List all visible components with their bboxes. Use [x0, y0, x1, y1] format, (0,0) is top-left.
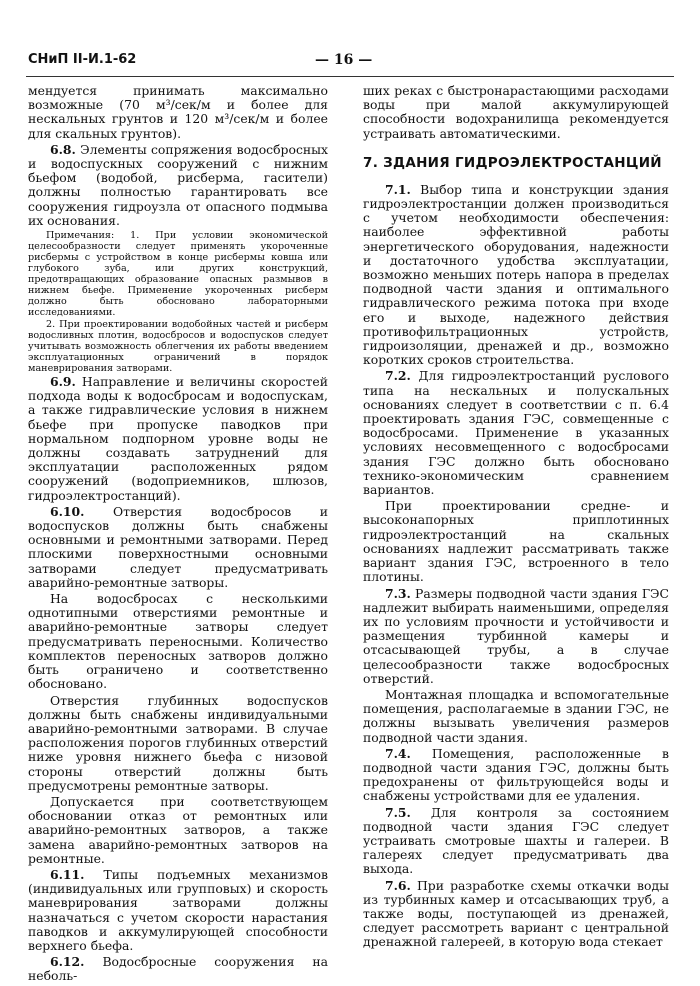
page-header — [28, 52, 668, 74]
paragraph-6-10: 6.10. Отверстия водосбросов и водоспусков должны быть снабжены основными и ремонтными затворами. Перед плоскими поверхностными основными затворами следует предусматривать аварийно-ремонтные затворы. — [28, 503, 328, 590]
right-column — [363, 84, 669, 952]
paragraph-continuation-right: ших реках с быстронарастающими расходами воды при малой аккумулирующей способности водохранилища рекомендуется устраивать автоматическими. — [363, 83, 669, 141]
paragraph-6-12: 6.12. Водосбросные сооружения на неболь- — [28, 954, 328, 984]
paragraph-6-10-b: На водосбросах с несколькими однотипными отверстиями ремонтные и аварийно-ремонтные затворы следует предусматривать переносными. Количество комплектов переносных затворов должно быть ограничено и соответственно обосновано. — [28, 591, 328, 692]
paragraph-7-2: 7.2. Для гидроэлектростанций руслового типа на нескальных и полускальных основаниях следует в соответствии с п. 6.4 проектировать здания ГЭС, совмещенные с водосбросами. Применение в указанных условиях несовмещенного с водосбросами здания ГЭС должно быть обосновано технико-экономическим сравнением вариантов. — [363, 368, 669, 498]
paragraph-7-3-b: Монтажная площадка и вспомогательные помещения, располагаемые в здании ГЭС, не должны вызывать увеличения размеров подводной части здания. — [363, 686, 669, 745]
note-2: 2. При проектировании водобойных частей и рисберм водосливных плотин, водосбросов и водоспусков следует учитывать возможность облегчения их работы введением эксплуатационных ограничений в порядок маневрирования затворами. — [28, 319, 328, 375]
paragraph-6-9: 6.9. Направление и величины скоростей подхода воды к водосбросам и водоспускам, а также гидравлические условия в нижнем бьефе при пропуске паводков при нормальном подпорном уровне воды не должны создавать затруднений для эксплуатации расположенных рядом сооружений (водоприемников, шлюзов, гидроэлектростанций). — [28, 374, 328, 503]
paragraph-7-5: 7.5. Для контроля за состоянием подводной части здания ГЭС следует устраивать смотровые шахты и галереи. В галереях следует предусматривать два выхода. — [363, 804, 669, 877]
paragraph-7-2-b: При проектировании средне- и высоконапорных приплотинных гидроэлектростанций на скальных основаниях надлежит рассматривать также вариант здания ГЭС, встроенного в тело плотины. — [363, 498, 669, 585]
paragraph-6-10-d: Допускается при соответствующем обосновании отказ от ремонтных или аварийно-ремонтных затворов, а также замена аварийно-ремонтных затворов на ремонтные. — [28, 793, 328, 866]
paragraph-6-11: 6.11. Типы подъемных механизмов (индивидуальных или групповых) и скорость маневрирования затворами должны назначаться с учетом скорости нарастания паводков и аккумулирующей способности верхнего бьефа. — [28, 866, 328, 953]
document-code: СНиП II-И.1-62 — [28, 52, 137, 67]
paragraph-6-10-c: Отверстия глубинных водоспусков должны быть снабжены индивидуальными аварийно-ремонтными затворами. В случае расположения порогов глубинных отверстий ниже уровня нижнего бьефа с низовой стороны отверстий должны быть предусмотрены ремонтные затворы. — [28, 692, 328, 793]
paragraph-7-4: 7.4. Помещения, расположенные в подводной части здания ГЭС, должны быть предохранены от фильтрующейся воды и снабжены устройствами для ее удаления. — [363, 745, 669, 804]
note-1: Примечания: 1. При условии экономической целесообразности следует применять укороченные рисбермы с устройством в конце рисбермы ковша или глубокого зуба, или других конструкций, предотвращающих образование опасных размывов в нижнем бьефе. Применение укороченных рисберм должно быть обосновано лабораторными исследованиями. — [28, 230, 328, 319]
paragraph-7-6: 7.6. При разработке схемы откачки воды из турбинных камер и отсасывающих труб, а также воды, поступающей из дренажей, следует рассмотреть вариант с центральной дренажной галереей, в которую вода стекает — [363, 877, 669, 950]
paragraph-7-3: 7.3. Размеры подводной части здания ГЭС надлежит выбирать наименьшими, определяя их по условиям прочности и устойчивости и размещения турбинной камеры и отсасывающей трубы, а в случае целесообразности также водосбросных отверстий. — [363, 585, 669, 686]
page-number: — 16 — — [315, 52, 373, 68]
paragraph-6-8: 6.8. Элементы сопряжения водосбросных и водоспускных сооружений с нижним бьефом (водобой, рисберма, гасители) должны полностью гарантировать все сооружения гидроузла от опасного подмыва их основания. — [28, 141, 328, 228]
paragraph-continuation: мендуется принимать максимально возможные (70 м³/сек/м и более для нескальных грунтов и 120 м³/сек/м и более для скальных грунтов). — [28, 83, 328, 141]
section-title: 7. ЗДАНИЯ ГИДРОЭЛЕКТРОСТАНЦИЙ — [363, 154, 662, 171]
header-rule — [26, 76, 674, 77]
paragraph-7-1: 7.1. Выбор типа и конструкции здания гидроэлектростанции должен производиться с учетом необходимости обеспечения: наиболее эффективной работы энергетического оборудования, надежности и достаточного удобства эксплуатации, возможно меньших потерь напора в пределах подводной части здания и оптимального гидравлического режима потока при входе его и выходе, надежного действия противофильтрационных устройств, гидроизоляции, дренажей и др., возможно коротких сроков строительства. — [363, 181, 669, 368]
left-column — [28, 84, 328, 986]
